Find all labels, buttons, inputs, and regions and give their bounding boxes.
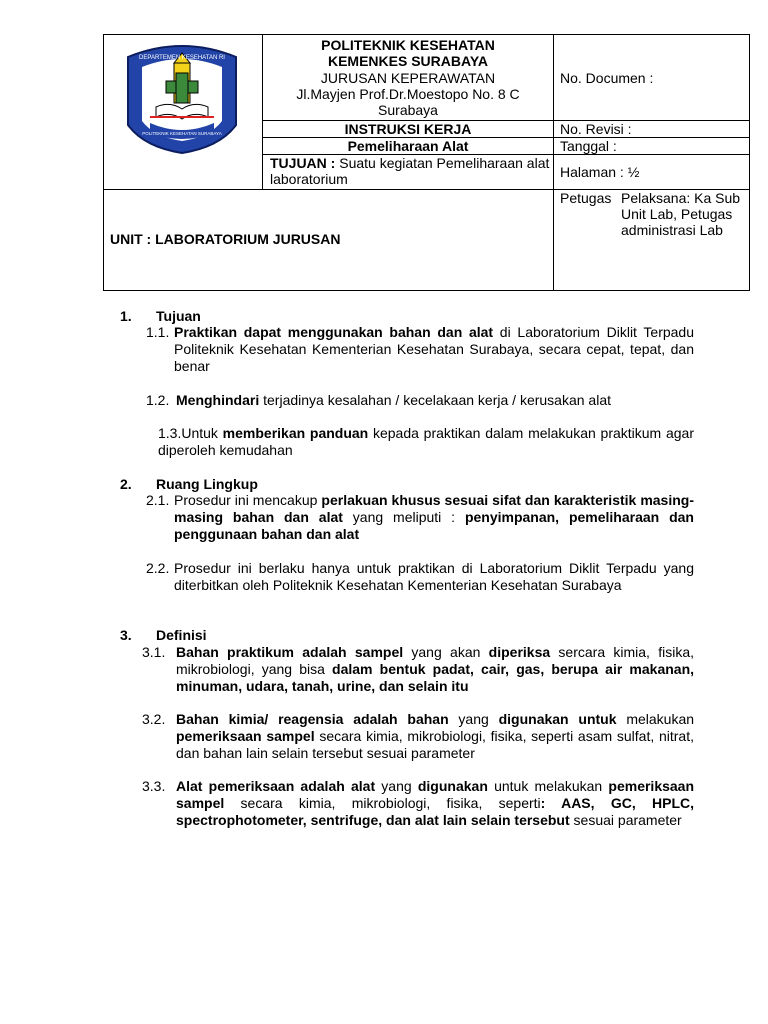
item-1-1-rest: di Laboratorium Diklit Terpadu Politeknik Kesehatan Kementerian Kesehatan Surabaya, secara cepat, tepat, dan benar bbox=[174, 324, 695, 374]
item-1-1-bold: Praktikan dapat menggunakan bahan dan alat bbox=[174, 324, 494, 340]
item-1-3-text bbox=[158, 425, 694, 459]
item-3-3-b2: digunakan bbox=[417, 778, 488, 794]
item-2-1-bold1: perlakuan khusus sesuai sifat dan karakteristik masing-masing bahan dan alat bbox=[174, 492, 694, 525]
item-1-2-text bbox=[176, 392, 696, 409]
item-2-1-prefix: Prosedur ini mencakup bbox=[174, 492, 322, 508]
item-2-1-mid: yang meliputi : bbox=[342, 509, 465, 525]
item-3-2-t1: yang bbox=[448, 711, 499, 727]
petugas-text: Pelaksana: Ka Sub Unit Lab, Petugas administrasi Lab bbox=[621, 190, 741, 238]
item-1-1-text bbox=[174, 324, 694, 375]
logo-bottom-text: POLITEKNIK KESEHATAN SURABAYA bbox=[142, 131, 222, 136]
item-3-2-t2: melakukan bbox=[616, 711, 695, 727]
item-1-1-number: 1.1. bbox=[146, 324, 170, 340]
department-name: JURUSAN KEPERAWATAN bbox=[320, 70, 496, 86]
item-1-3-prefix: 1.3.Untuk bbox=[158, 425, 223, 441]
item-3-3-number: 3.3. bbox=[142, 778, 166, 794]
no-document: No. Documen : bbox=[560, 70, 654, 86]
item-3-1-t2: sercara kimia, fisika, mikrobiologi, yang bisa bbox=[176, 644, 695, 677]
item-1-2-bold: Menghindari bbox=[176, 392, 260, 408]
item-3-2-b3: pemeriksaan sampel bbox=[176, 728, 315, 744]
item-3-2-number: 3.2. bbox=[142, 711, 166, 727]
tanggal: Tanggal : bbox=[560, 138, 617, 154]
unit-label: UNIT : LABORATORIUM JURUSAN bbox=[110, 231, 341, 247]
org-name-line1: POLITEKNIK KESEHATAN bbox=[321, 37, 495, 53]
petugas-label: Petugas bbox=[560, 190, 612, 206]
doc-subject: Pemeliharaan Alat bbox=[347, 138, 469, 154]
item-3-3-t2: untuk melakukan bbox=[487, 778, 609, 794]
item-3-3-text bbox=[176, 778, 694, 829]
item-2-1-number: 2.1. bbox=[146, 492, 170, 508]
halaman: Halaman : ½ bbox=[560, 164, 640, 180]
item-1-3-rest: kepada praktikan dalam melakukan praktikum agar diperoleh kemudahan bbox=[158, 425, 694, 458]
no-revisi: No. Revisi : bbox=[560, 121, 632, 137]
institution-logo bbox=[120, 37, 244, 155]
item-3-2-t3: secara kimia, mikrobiologi, fisika, seperti asam sulfat, nitrat, dan bahan lain selain tersebut sesuai parameter bbox=[176, 728, 694, 761]
section-2-title: Ruang Lingkup bbox=[156, 476, 258, 492]
item-3-1-b1: Bahan praktikum adalah sampel bbox=[176, 644, 404, 660]
item-3-2-text bbox=[176, 711, 694, 762]
item-1-2-number: 1.2. bbox=[146, 392, 170, 408]
item-3-3-b1: Alat pemeriksaan adalah alat bbox=[176, 778, 376, 794]
item-2-2-text: Prosedur ini berlaku hanya untuk praktikan di Laboratorium Diklit Terpadu yang diterbitkan oleh Politeknik Kesehatan Kementerian Kesehatan Surabaya bbox=[174, 560, 694, 593]
section-3-number: 3. bbox=[120, 627, 132, 643]
doc-type: INSTRUKSI KERJA bbox=[344, 121, 472, 137]
tujuan-cell bbox=[270, 155, 550, 187]
item-3-3-t3: secara kimia, mikrobiologi, fisika, seperti bbox=[224, 795, 541, 811]
item-3-1-b3: dalam bentuk padat, cair, gas, berupa air makanan, minuman, udara, tanah, urine, dan selain itu bbox=[176, 661, 695, 694]
item-1-3-bold: memberikan panduan bbox=[222, 425, 369, 441]
item-3-2-b2: digunakan untuk bbox=[498, 711, 617, 727]
section-1-number: 1. bbox=[120, 308, 132, 324]
item-3-2-b1: Bahan kimia/ reagensia adalah bahan bbox=[176, 711, 449, 727]
item-3-1-text bbox=[176, 644, 694, 695]
item-2-2-number: 2.2. bbox=[146, 560, 170, 576]
item-3-1-b2: diperiksa bbox=[488, 644, 551, 660]
item-1-2-rest: terjadinya kesalahan / kecelakaan kerja / kerusakan alat bbox=[259, 392, 611, 408]
address: Jl.Mayjen Prof.Dr.Moestopo No. 8 C Surabaya bbox=[296, 86, 520, 118]
item-3-3-t1: yang bbox=[375, 778, 418, 794]
item-2-1-bold2: penyimpanan, pemeliharaan dan penggunaan bahan dan alat bbox=[174, 509, 694, 542]
logo-top-text: DEPARTEMEN KESEHATAN RI bbox=[139, 55, 225, 61]
section-3-title: Definisi bbox=[156, 627, 207, 643]
item-3-3-b3: pemeriksaan sampel bbox=[176, 778, 695, 811]
org-name-line2: KEMENKES SURABAYA bbox=[327, 53, 488, 69]
item-3-3-t4: sesuai parameter bbox=[569, 812, 682, 828]
section-1-title: Tujuan bbox=[156, 308, 201, 324]
section-2-number: 2. bbox=[120, 476, 132, 492]
tujuan-label: TUJUAN : bbox=[270, 155, 336, 171]
item-2-1-text bbox=[174, 492, 694, 543]
item-3-1-number: 3.1. bbox=[142, 644, 166, 660]
tujuan-text: Suatu kegiatan Pemeliharaan alat laboratorium bbox=[270, 155, 550, 187]
item-3-1-t1: yang akan bbox=[403, 644, 489, 660]
document-header-table bbox=[103, 34, 750, 291]
item-3-3-b4: : AAS, GC, HPLC, spectrophotometer, sentrifuge, dan alat lain selain tersebut bbox=[176, 795, 694, 828]
